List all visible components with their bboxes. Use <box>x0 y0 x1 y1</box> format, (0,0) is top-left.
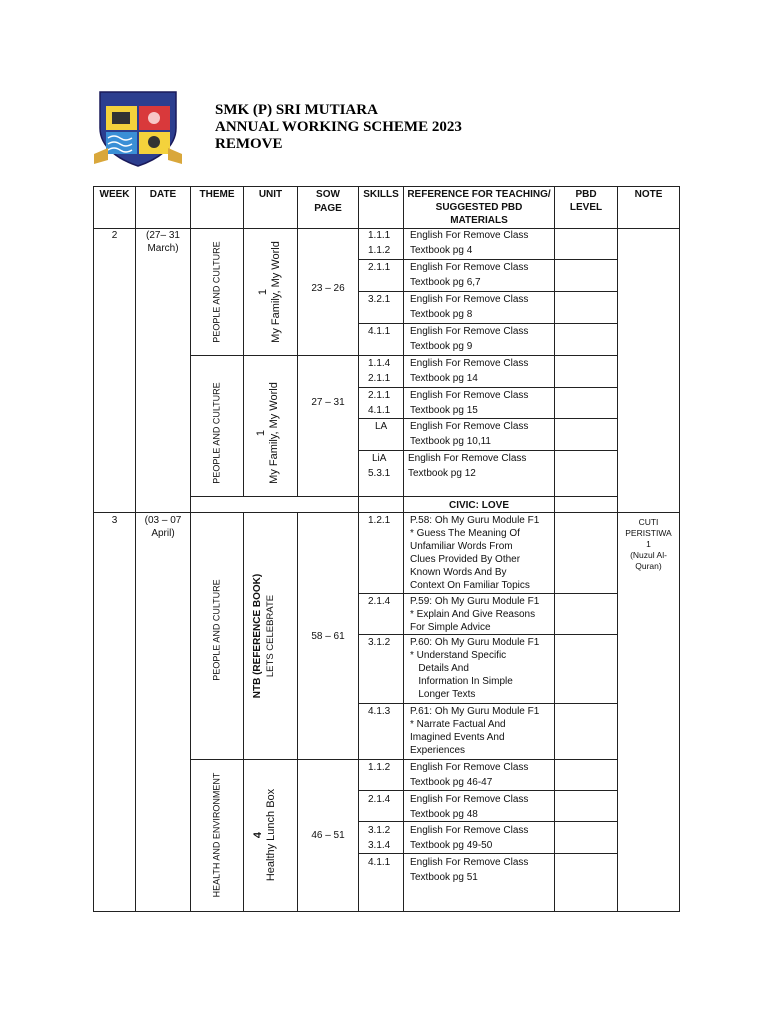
skill-code: 1.2.1 <box>368 515 391 526</box>
week3-block2-unit <box>252 789 278 881</box>
reference-text: Clues Provided By Other <box>410 554 521 565</box>
skill-code: 3.2.1 <box>368 294 391 305</box>
reference-text: * Narrate Factual And <box>410 719 506 730</box>
reference-text: Textbook pg 9 <box>410 341 473 352</box>
document-title: ANNUAL WORKING SCHEME 2023 <box>215 119 462 135</box>
note-line: PERISTIWA <box>625 528 672 538</box>
skill-code: LA <box>375 421 388 432</box>
reference-text: Textbook pg 46-47 <box>410 777 493 788</box>
skill-code: 2.1.4 <box>368 596 391 607</box>
header-week: WEEK <box>99 189 130 200</box>
note-line: 1 <box>646 539 651 549</box>
reference-text: Textbook pg 14 <box>410 373 478 384</box>
skill-code: 4.1.1 <box>368 326 391 337</box>
week3-week: 3 <box>111 515 118 526</box>
skill-code: 4.1.3 <box>368 706 391 717</box>
school-crest-logo <box>94 88 182 168</box>
note-line: CUTI <box>638 517 659 527</box>
reference-text: * Guess The Meaning Of <box>410 528 520 539</box>
reference-text: English For Remove Class <box>410 358 529 369</box>
header-pbd-level: LEVEL <box>569 202 603 213</box>
note-line: Quran) <box>635 561 662 571</box>
reference-text: Known Words And By <box>410 567 507 578</box>
reference-text: Textbook pg 48 <box>410 809 478 820</box>
reference-text: Textbook pg 49-50 <box>410 840 493 851</box>
header-sow: SOW <box>316 189 340 200</box>
unit-name: My Family, My World <box>268 382 280 484</box>
header-note: NOTE <box>634 189 663 200</box>
note-line: (Nuzul Al- <box>630 550 667 560</box>
document-header <box>215 102 462 153</box>
skill-code: 4.1.1 <box>368 857 391 868</box>
reference-text: * Explain And Give Reasons <box>410 609 536 620</box>
week3-block2-theme: HEALTH AND ENVIRONMENT <box>211 772 222 898</box>
reference-text: English For Remove Class <box>410 421 529 432</box>
reference-text: P.59: Oh My Guru Module F1 <box>410 596 540 607</box>
skill-code: 1.1.2 <box>368 762 391 773</box>
reference-text: English For Remove Class <box>410 262 529 273</box>
reference-text: Textbook pg 51 <box>410 872 478 883</box>
reference-text: Textbook pg 4 <box>410 245 473 256</box>
week2-date-1: (27– 31 <box>146 230 180 241</box>
skill-code: 2.1.1 <box>368 390 391 401</box>
week3-date-2: April) <box>151 528 175 539</box>
skill-code: 1.1.2 <box>368 245 391 256</box>
skill-code: 5.3.1 <box>368 468 391 479</box>
week2-block1-sow: 23 – 26 <box>311 283 345 294</box>
skill-code: 1.1.4 <box>368 358 391 369</box>
reference-text: Textbook pg 10,11 <box>410 436 491 447</box>
reference-text: Textbook pg 8 <box>410 309 473 320</box>
unit-number: NTB (REFERENCE BOOK) <box>252 573 263 699</box>
header-date: DATE <box>149 189 177 200</box>
reference-text: English For Remove Class <box>410 762 529 773</box>
skill-code: LiA <box>372 453 387 464</box>
skill-code: 2.1.4 <box>368 794 391 805</box>
week2-block2-sow: 27 – 31 <box>311 397 345 408</box>
civic-value: CIVIC: LOVE <box>448 500 509 511</box>
reference-text: Experiences <box>410 745 466 756</box>
reference-text: P.58: Oh My Guru Module F1 <box>410 515 540 526</box>
unit-number: 4 <box>252 831 264 839</box>
reference-text: Context On Familiar Topics <box>410 580 530 591</box>
unit-number: 1 <box>255 429 267 437</box>
skill-code: 3.1.2 <box>368 637 391 648</box>
skill-code: 4.1.1 <box>368 405 391 416</box>
reference-text: English For Remove Class <box>410 794 529 805</box>
week2-block1-theme: PEOPLE AND CULTURE <box>211 241 222 343</box>
reference-text: English For Remove Class <box>410 294 529 305</box>
reference-text: Imagined Events And <box>410 732 505 743</box>
header-reference-1: REFERENCE FOR TEACHING/ <box>407 189 551 200</box>
skill-code: 3.1.2 <box>368 825 391 836</box>
week2-week: 2 <box>111 230 118 241</box>
header-sow-page: PAGE <box>314 203 342 214</box>
header-reference-3: MATERIALS <box>450 215 508 226</box>
reference-text: Details And <box>410 663 469 674</box>
week3-date-1: (03 – 07 <box>144 515 182 526</box>
reference-text: English For Remove Class <box>410 857 529 868</box>
reference-text: For Simple Advice <box>410 622 491 633</box>
skill-code: 2.1.1 <box>368 373 391 384</box>
reference-text: Textbook pg 15 <box>410 405 478 416</box>
unit-name: Healthy Lunch Box <box>265 788 277 882</box>
week2-block2-unit <box>255 382 281 484</box>
reference-text: P.60: Oh My Guru Module F1 <box>410 637 540 648</box>
skill-code: 2.1.1 <box>368 262 391 273</box>
unit-name: LETS CELEBRATE <box>265 594 276 678</box>
reference-text: Textbook pg 6,7 <box>410 277 481 288</box>
week3-block1-sow: 58 – 61 <box>311 631 345 642</box>
week2-block1-unit <box>257 241 283 343</box>
header-pbd: PBD <box>575 189 597 200</box>
week2-date-2: March) <box>147 243 179 254</box>
unit-number: 1 <box>257 288 269 296</box>
skill-code: 3.1.4 <box>368 840 391 851</box>
reference-text: English For Remove Class <box>410 390 529 401</box>
reference-text: English For Remove Class <box>410 825 529 836</box>
reference-text: Information In Simple <box>410 676 513 687</box>
reference-text: * Understand Specific <box>410 650 507 661</box>
reference-text: English For Remove Class <box>408 453 527 464</box>
document-class: REMOVE <box>215 136 283 152</box>
skill-code: 1.1.1 <box>368 230 391 241</box>
school-name: SMK (P) SRI MUTIARA <box>215 102 378 118</box>
reference-text: English For Remove Class <box>410 326 529 337</box>
header-theme: THEME <box>199 189 235 200</box>
reference-text: Textbook pg 12 <box>408 468 476 479</box>
week3-block2-sow: 46 – 51 <box>311 830 345 841</box>
header-reference-2: SUGGESTED PBD <box>435 202 523 213</box>
week2-block2-theme: PEOPLE AND CULTURE <box>211 382 222 484</box>
week3-block1-theme: PEOPLE AND CULTURE <box>211 579 222 681</box>
week3-block1-unit <box>251 574 277 698</box>
reference-text: Unfamiliar Words From <box>410 541 513 552</box>
reference-text: Longer Texts <box>410 689 476 700</box>
header-unit: UNIT <box>258 189 283 200</box>
header-skills: SKILLS <box>363 189 399 200</box>
reference-text: English For Remove Class <box>410 230 529 241</box>
unit-name: My Family, My World <box>270 241 282 343</box>
reference-text: P.61: Oh My Guru Module F1 <box>410 706 540 717</box>
